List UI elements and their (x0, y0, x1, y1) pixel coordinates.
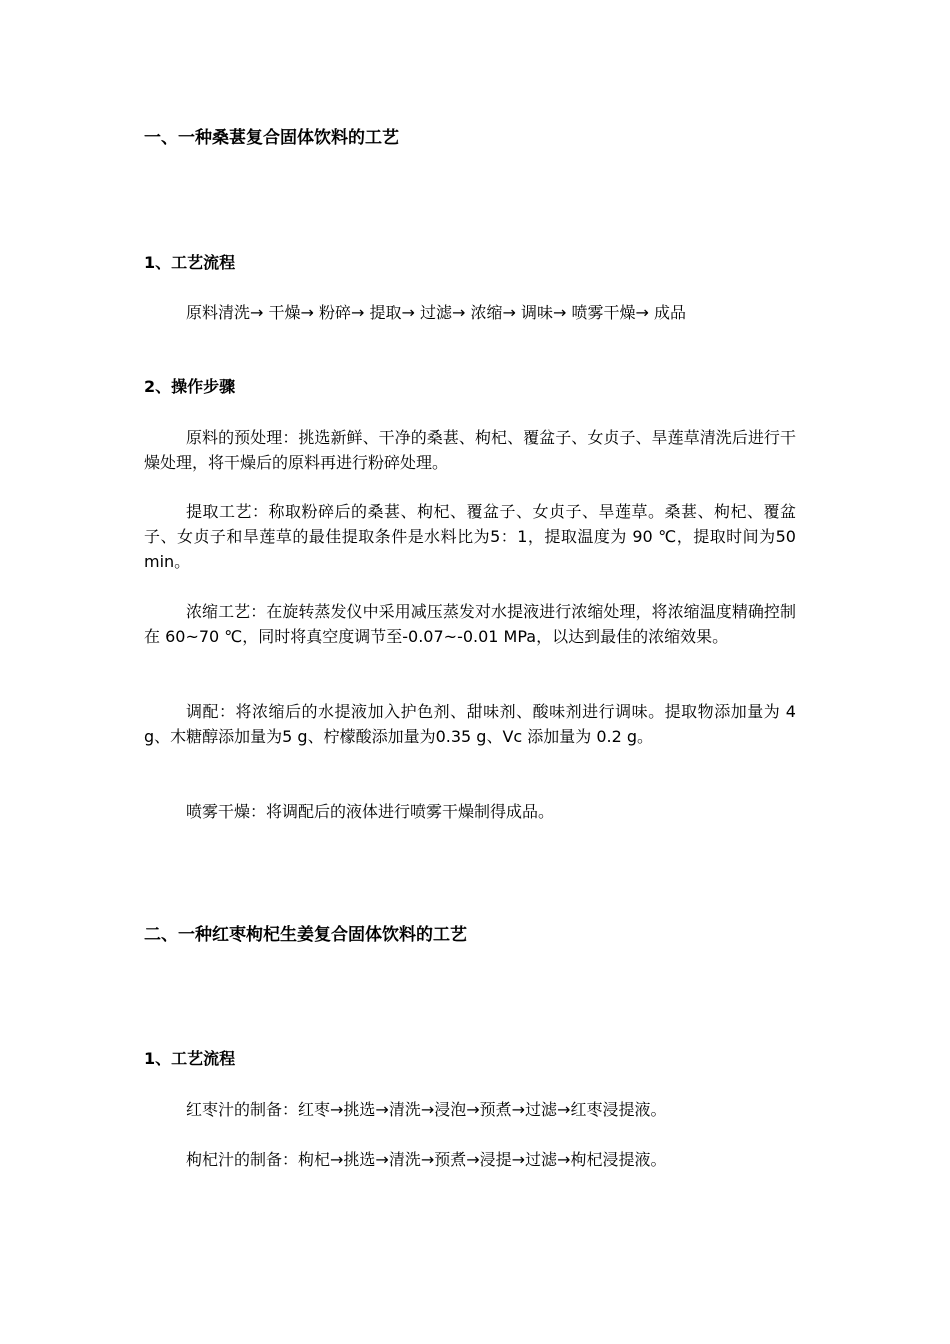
section2-title: 二、一种红枣枸杞生姜复合固体饮料的工艺 (144, 925, 467, 945)
goji-juice-line: 枸杞汁的制备：枸杞→挑选→清洗→预煮→浸提→过滤→枸杞浸提液。 (186, 1150, 667, 1169)
step-extraction: 提取工艺：称取粉碎后的桑葚、枸杞、覆盆子、女贞子、旱莲草。桑葚、枸杞、覆盆子、女贞子和旱莲草的最佳提取条件是水料比为5：1，提取温度为 90 ℃，提取时间为50 min。 (144, 502, 796, 571)
step-spray-drying: 喷雾干燥：将调配后的液体进行喷雾干燥制得成品。 (186, 802, 555, 821)
section1-title: 一、一种桑葚复合固体饮料的工艺 (144, 128, 399, 148)
step-concentration: 浓缩工艺：在旋转蒸发仪中采用减压蒸发对水提液进行浓缩处理，将浓缩温度精确控制在 60~70 ℃，同时将真空度调节至-0.07~-0.01 MPa，以达到最佳的浓缩效果。 (144, 602, 796, 646)
step-pretreatment: 原料的预处理：挑选新鲜、干净的桑葚、枸杞、覆盆子、女贞子、旱莲草清洗后进行干燥处理，将干燥后的原料再进行粉碎处理。 (144, 428, 796, 472)
jujube-juice-line: 红枣汁的制备：红枣→挑选→清洗→浸泡→预煮→过滤→红枣浸提液。 (186, 1100, 667, 1119)
section1-process-heading: 1、工艺流程 (144, 253, 236, 272)
section1-process-text: 原料清洗→ 干燥→ 粉碎→ 提取→ 过滤→ 浓缩→ 调味→ 喷雾干燥→ 成品 (186, 303, 686, 322)
step-blending: 调配：将浓缩后的水提液加入护色剂、甜味剂、酸味剂进行调味。提取物添加量为 4 g、木糖醇添加量为5 g、柠檬酸添加量为0.35 g、Vc 添加量为 0.2 g。 (144, 702, 796, 746)
section1-steps-heading: 2、操作步骤 (144, 377, 236, 396)
section2-process-heading: 1、工艺流程 (144, 1049, 236, 1068)
